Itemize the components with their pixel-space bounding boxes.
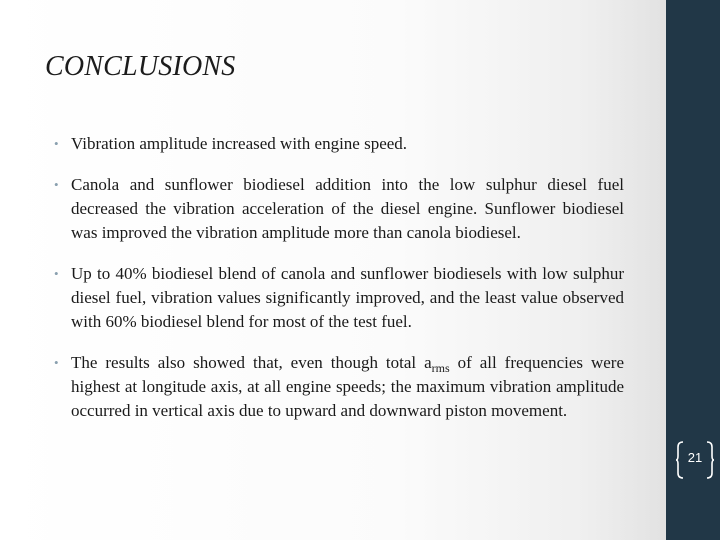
bullet-dot-icon: • <box>54 136 59 151</box>
bullet-list <box>52 132 624 423</box>
page-number-badge <box>676 441 714 479</box>
bullet-dot-icon: • <box>54 266 59 281</box>
bullet-text: Canola and sunflower biodiesel addition into the low sulphur diesel fuel decreased the vibration acceleration of the diesel engine. Sunflower biodiesel was improved the vibration amplitude more than canola biodiesel. <box>71 175 624 242</box>
bullet-dot-icon: • <box>54 355 59 370</box>
slide-title: CONCLUSIONS <box>45 51 236 82</box>
bullet-item <box>52 351 624 423</box>
page-number: 21 <box>687 450 703 465</box>
bullet-text-after: of all frequencies were highest at longitude axis, at all engine speeds; the maximum vibration amplitude occurred in vertical axis due to upward and downward piston movement. <box>71 353 625 420</box>
bullet-item <box>52 173 624 245</box>
bullet-subscript: rms <box>431 361 450 375</box>
bullet-item <box>52 262 624 334</box>
bullet-text-before: The results also showed that, even though total a <box>71 353 432 372</box>
bullet-item <box>52 132 624 156</box>
bullet-text: Up to 40% biodiesel blend of canola and sunflower biodiesels with low sulphur diesel fuel, vibration values significantly improved, and the least value observed with 60% biodiesel blend for most of the test fuel. <box>71 264 624 331</box>
bullet-dot-icon: • <box>54 177 59 192</box>
bullet-text: Vibration amplitude increased with engine speed. <box>71 134 408 153</box>
